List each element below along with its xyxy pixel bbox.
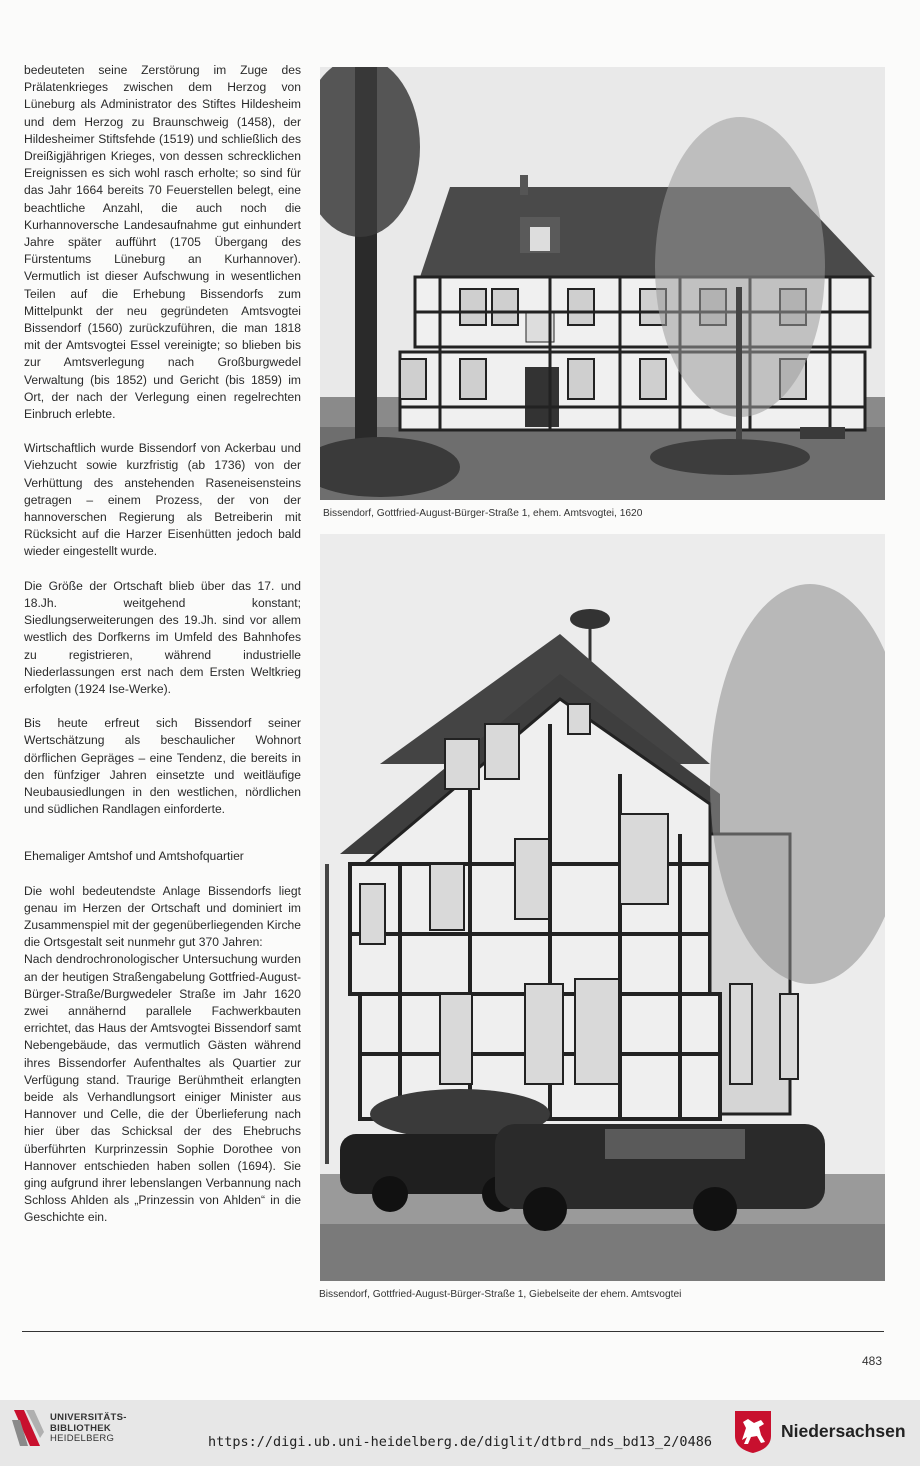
section-heading: Ehemaliger Amtshof und Amtshofquartier <box>24 849 244 864</box>
partner-name: Niedersachsen <box>781 1421 906 1441</box>
paragraph: Nach dendrochronologischer Untersuchung wurden an der heutigen Straßengabelung Gottfried-August-Bürger-Straße/Burgwedeler Straße im Jahr 1620 zwei annähernd parallele Fachwerkbauten errichtet, das Haus der Amtsvogtei Bissendorf samt Nebengebäude, das vermutlich Gästen während ihres Bissendorfer Aufenthaltes als Quartier zur Verfügung stand. Traurige Berühmtheit erlangten beide als Verhandlungsort einiger Minister aus Hannover und Celle, die der Überlieferung nach hier über das Schicksal der des Ehebruchs überführten Kurprinzessin Sophie Dorothee von Hannover entschieden haben sollen (1694). Sie ging aufgrund ihrer lebenslangen Verbannung nach Schloss Ahlden als „Prinzessin von Ahlden“ in die Geschichte ein. <box>24 952 301 1225</box>
caption-photo-1: Bissendorf, Gottfried-August-Bürger-Straße 1, ehem. Amtsvogtei, 1620 <box>323 508 643 519</box>
permalink-url[interactable]: https://digi.ub.uni-heidelberg.de/diglit/dtbrd_nds_bd13_2/0486 <box>208 1434 712 1450</box>
page-number: 483 <box>861 1354 882 1368</box>
paragraph: Die Größe der Ortschaft blieb über das 17. und 18.Jh. weitgehend konstant; Siedlungserweiterungen des 19.Jh. sind vor allem westlich des Dorfkerns im Umfeld des Bahnhofes zu registrieren, während industrielle Niederlassungen erst nach dem Ersten Weltkrieg erfolgten (1924 Ise-Werke). <box>24 578 301 696</box>
paragraph: Bis heute erfreut sich Bissendorf seiner Wertschätzung als beschaulicher Wohnort dörflichen Gepräges – eine Tendenz, die bereits in den fünfziger Jahren einsetzte und weitläufige Neubausiedlungen in den westlichen, nördlichen und südlichen Randlagen einforderte. <box>24 716 301 817</box>
caption-photo-2: Bissendorf, Gottfried-August-Bürger-Straße 1, Giebelseite der ehem. Amtsvogtei <box>319 1289 682 1300</box>
photo-amtsvogtei-front <box>320 67 885 500</box>
niedersachsen-horse-icon <box>734 1410 772 1454</box>
horizontal-rule <box>22 1331 884 1332</box>
text-column <box>24 62 301 1244</box>
paragraph: Die wohl bedeutendste Anlage Bissendorfs liegt genau im Herzen der Ortschaft und dominiert im Zusammenspiel mit der gegenüberliegenden Kirche die Ortsgestalt seit nunmehr gut 370 Jahren: <box>24 883 301 950</box>
photo-amtsvogtei-gable <box>320 534 885 1281</box>
paragraph: bedeuteten seine Zerstörung im Zuge des Prälatenkrieges zwischen dem Herzog von Lüneburg als Administrator des Stiftes Hildesheim und dem Herzog zu Braunschweig (1458), der Hildesheimer Stiftsfehde (1519) und schließlich des Dreißigjährigen Krieges, von dessen schrecklichen Ereignissen es sich wohl rasch erholte; so sind für das Jahr 1664 bereits 70 Feuerstellen belegt, eine beachtliche Anzahl, die auch noch die Kurhannoversche Landesaufnahme gut einhundert Jahre später aufführt (1705 Übergang des Fürstentums Lüneburg an Kurhannover). Vermutlich ist dieser Aufschwung in wesentlichen Teilen auf die Erhebung Bissendorfs zum Mittelpunkt der neu gegründeten Amtsvogtei Bissendorf (1560) zurückzuführen, die man 1818 mit der Amtsvogtei Essel vereinigte; so blieben bis zur Amtsverlegung nach Großburgwedel Verwaltung (bis 1852) und Gericht (bis 1859) im Ort, der nach der Verlegung einen regelrechten Einbruch erlebte. <box>24 63 301 422</box>
paragraph: Wirtschaftlich wurde Bissendorf von Ackerbau und Viehzucht sowie kurzfristig (ab 1736) von der Verhüttung des anstehenden Raseneisensteins getragen – einem Prozess, der von der hannoverschen Regierung als Betreiberin mit Rücksicht auf die Harzer Eisenhütten jedoch bald wieder eingestellt wurde. <box>24 441 301 559</box>
library-name: UNIVERSITÄTS- BIBLIOTHEK HEIDELBERG <box>50 1412 127 1444</box>
